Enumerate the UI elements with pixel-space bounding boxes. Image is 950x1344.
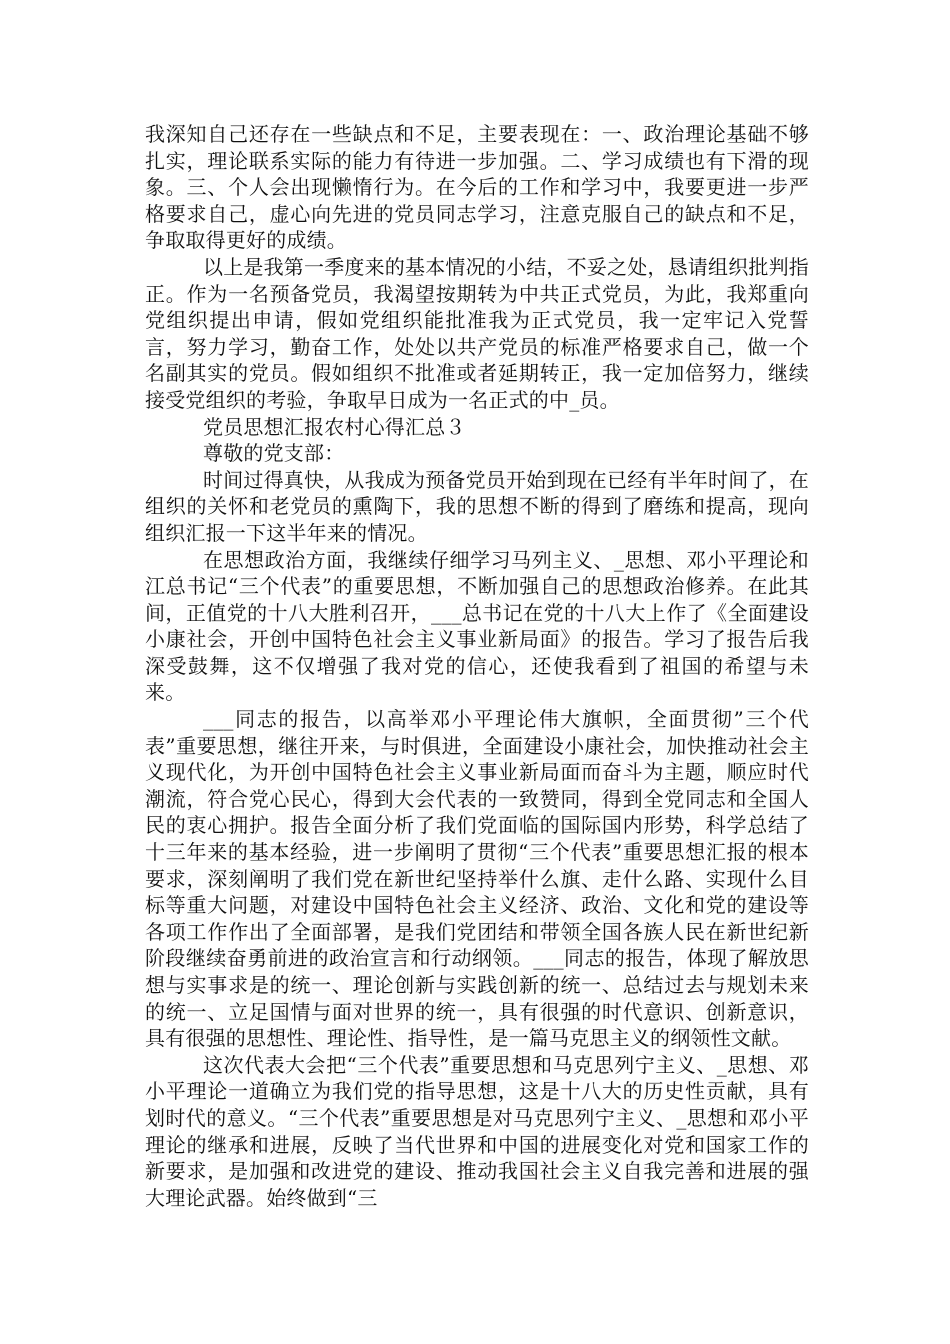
paragraph-shortcomings: 我深知自己还存在一些缺点和不足，主要表现在：一、政治理论基础不够扎实，理论联系实际的能力有待进一步加强。二、学习成绩也有下滑的现象。三、个人会出现懒惰行为。在今后的工作和学习中，我要更进一步严格要求自己，虚心向先进的党员同志学习，注意克服自己的缺点和不足，争取取得更好的成绩。 <box>145 122 809 253</box>
paragraph-political-study: 在思想政治方面，我继续仔细学习马列主义、_思想、邓小平理论和江总书记“三个代表”的重要思想，不断加强自己的思想政治修养。在此其间，正值党的十八大胜利召开，___总书记在党的十八大上作了《全面建设小康社会，开创中国特色社会主义事业新局面》的报告。学习了报告后我深受鼓舞，这不仅增强了我对党的信心，还使我看到了祖国的希望与未来。 <box>145 547 809 705</box>
paragraph-summary-request: 以上是我第一季度来的基本情况的小结，不妥之处，恳请组织批判指正。作为一名预备党员，我渴望按期转为中共正式党员，为此，我郑重向党组织提出申请，假如党组织能批准我为正式党员，我一定牢记入党誓言，努力学习，勤奋工作，处处以共产党员的标准严格要求自己，做一个名副其实的党员。假如组织不批准或者延期转正，我一定加倍努力，继续接受党组织的考验，争取早日成为一名正式的中_员。 <box>145 254 809 412</box>
paragraph-congress-significance: 这次代表大会把“三个代表”重要思想和马克思列宁主义、_思想、邓小平理论一道确立为我们党的指导思想，这是十八大的历史性贡献，具有划时代的意义。“三个代表”重要思想是对马克思列宁主义、_思想和邓小平理论的继承和进展，反映了当代世界和中国的进展变化对党和国家工作的新要求，是加强和改进党的建设、推动我国社会主义自我完善和进展的强大理论武器。始终做到“三 <box>145 1052 809 1210</box>
salutation: 尊敬的党支部： <box>203 441 345 466</box>
paragraph-half-year: 时间过得真快，从我成为预备党员开始到现在已经有半年时间了，在组织的关怀和老党员的熏陶下，我的思想不断的得到了磨练和提高，现向组织汇报一下这半年来的情况。 <box>145 467 809 545</box>
paragraph-report-analysis: ___同志的报告，以高举邓小平理论伟大旗帜，全面贯彻”三个代表”重要思想，继往开来，与时俱进，全面建设小康社会，加快推动社会主义现代化，为开创中国特色社会主义事业新局面而奋斗为主题，顺应时代潮流，符合党心民心，得到大会代表的一致赞同，得到全党同志和全国人民的衷心拥护。报告全面分析了我们党面临的国际国内形势，科学总结了十三年来的基本经验，进一步阐明了贯彻“三个代表”重要思想汇报的根本要求，深刻阐明了我们党在新世纪坚持举什么旗、走什么路、实现什么目标等重大问题，对建设中国特色社会主义经济、政治、文化和党的建设等各项工作作出了全面部署，是我们党团结和带领全国各族人民在新世纪新阶段继续奋勇前进的政治宣言和行动纲领。___同志的报告，体现了解放思想与实事求是的统一、理论创新与实践创新的统一、总结过去与规划未来的统一、立足国情与面对世界的统一，具有很强的时代意识、创新意识，具有很强的思想性、理论性、指导性，是一篇马克思主义的纲领性文献。 <box>145 707 809 1051</box>
document-page <box>145 121 809 1211</box>
section-title: 党员思想汇报农村心得汇总３ <box>203 414 466 439</box>
